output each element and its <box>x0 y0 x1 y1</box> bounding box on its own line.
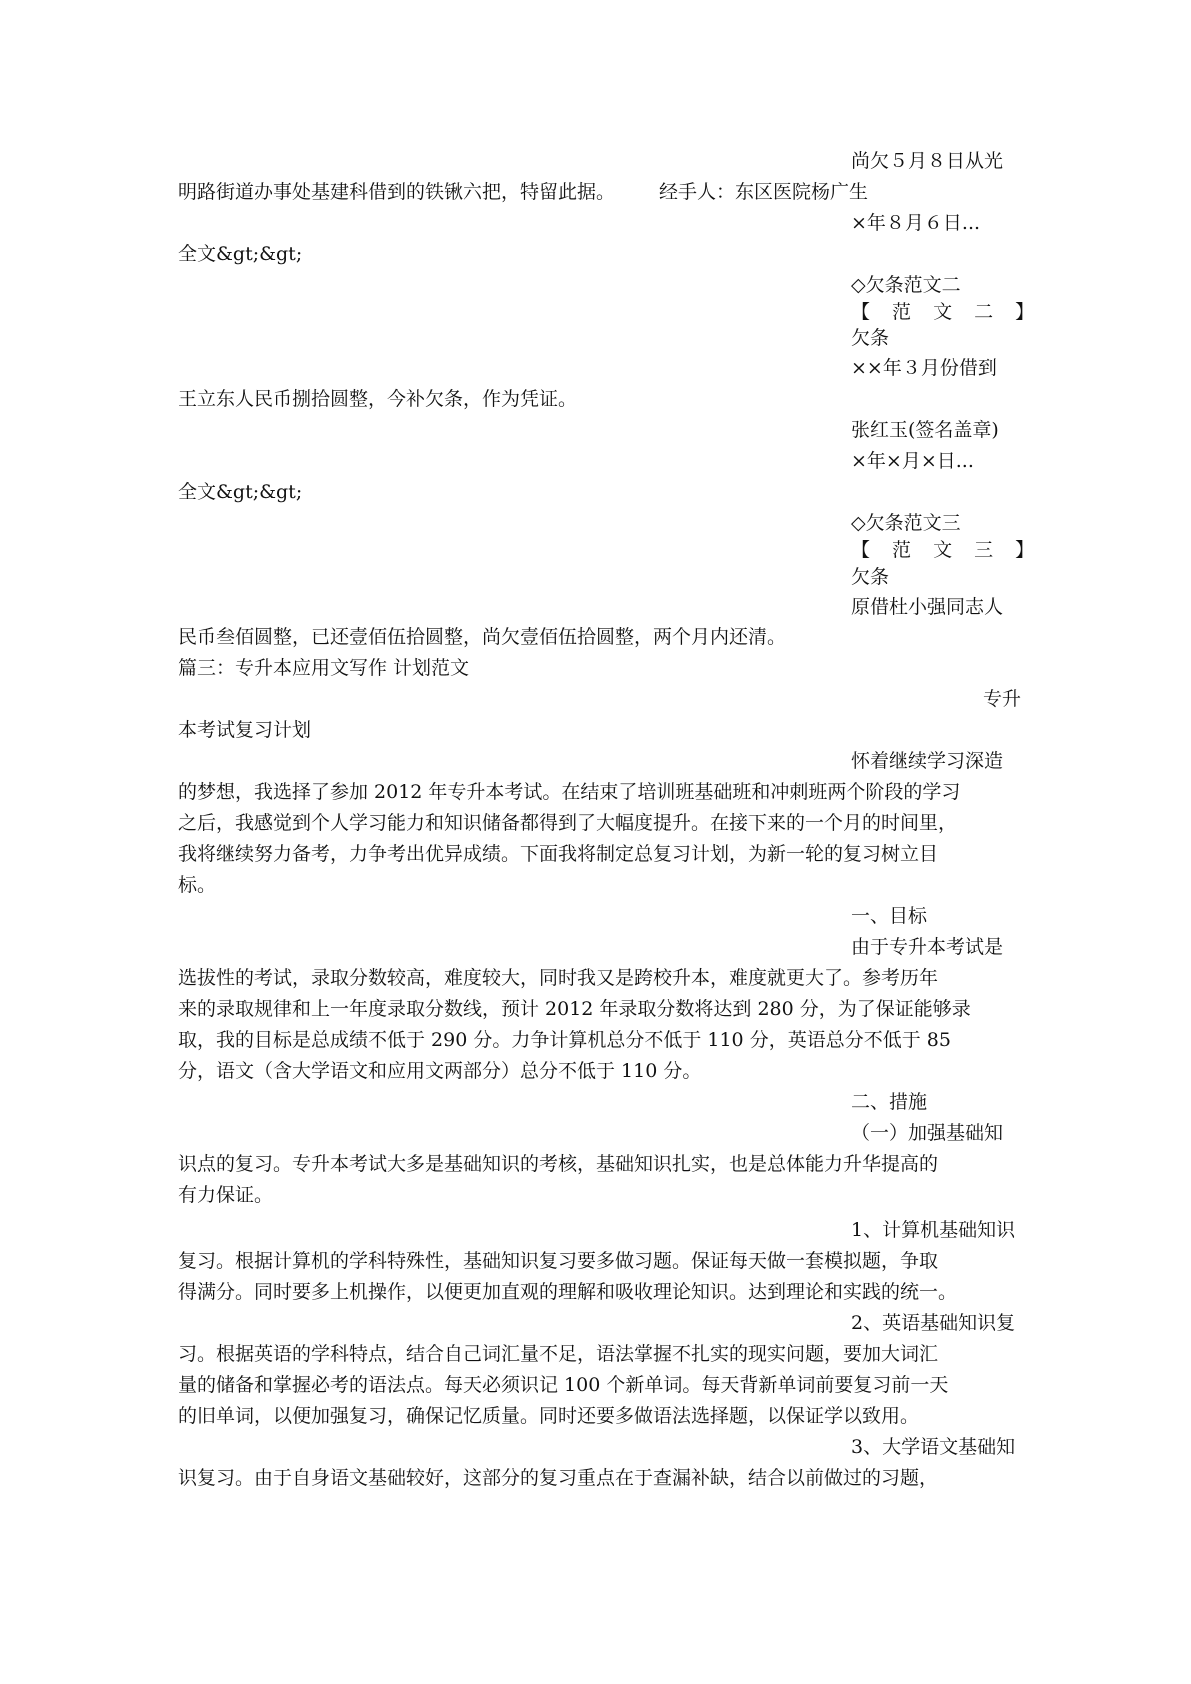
text-line: 尚欠５月８日从光 <box>851 150 1004 172</box>
text-line <box>178 177 1018 207</box>
text-line: 识点的复习。专升本考试大多是基础知识的考核，基础知识扎实，也是总体能力升华提高的 <box>178 1153 939 1175</box>
text-line: 的梦想，我选择了参加 2012 年专升本考试。在结束了培训班基础班和冲刺班两个阶段的学习 <box>178 781 961 803</box>
text-line: 的旧单词，以便加强复习，确保记忆质量。同时还要多做语法选择题，以保证学以致用。 <box>178 1405 920 1427</box>
text-line: 民币叁佰圆整，已还壹佰伍拾圆整，尚欠壹佰伍拾圆整，两个月内还清。 <box>178 626 787 648</box>
handler-signature: 经手人：东区医院杨广生 <box>659 181 869 203</box>
text-line: 欠条 <box>851 566 890 588</box>
text-line: 来的录取规律和上一年度录取分数线，预计 2012 年录取分数将达到 280 分，为了保证能够录 <box>178 998 971 1020</box>
text-span: 明路街道办事处基建科借到的铁锹六把，特留此据。 <box>178 181 616 203</box>
sample-title: 【 范 文 二 】 <box>851 301 1043 323</box>
text-line: 由于专升本考试是 <box>851 936 1004 958</box>
section-heading: 一、目标 <box>851 905 928 927</box>
text-line: 量的储备和掌握必考的语法点。每天必须识记 100 个新单词。每天背新单词前要复习前一天 <box>178 1374 949 1396</box>
text-line: 我将继续努力备考，力争考出优异成绩。下面我将制定总复习计划，为新一轮的复习树立目 <box>178 843 939 865</box>
text-line: 王立东人民币捌拾圆整，今补欠条，作为凭证。 <box>178 388 578 410</box>
section-heading: 二、措施 <box>851 1091 928 1113</box>
text-line: 识复习。由于自身语文基础较好，这部分的复习重点在于查漏补缺，结合以前做过的习题， <box>178 1467 939 1489</box>
section-heading: ◇欠条范文二 <box>851 274 961 296</box>
text-line: 得满分。同时要多上机操作，以便更加直观的理解和吸收理论知识。达到理论和实践的统一。 <box>178 1281 958 1303</box>
text-line: 专升 <box>982 688 1021 710</box>
full-text-link[interactable]: 全文&gt;&gt; <box>178 481 303 503</box>
subsection-heading: 2、英语基础知识复 <box>851 1312 1016 1334</box>
sample-title: 【 范 文 三 】 <box>851 539 1043 561</box>
subsection-heading: 3、大学语文基础知 <box>851 1436 1016 1458</box>
text-line: 欠条 <box>851 327 890 349</box>
subsection-heading: （一）加强基础知 <box>851 1122 1004 1144</box>
section-heading: ◇欠条范文三 <box>851 512 961 534</box>
article-heading: 篇三：专升本应用文写作 计划范文 <box>178 657 470 679</box>
text-line: ×年×月×日... <box>851 450 974 472</box>
text-line: 习。根据英语的学科特点，结合自己词汇量不足，语法掌握不扎实的现实问题，要加大词汇 <box>178 1343 939 1365</box>
text-line: ×年８月６日... <box>851 212 981 234</box>
text-line: 复习。根据计算机的学科特殊性，基础知识复习要多做习题。保证每天做一套模拟题，争取 <box>178 1250 939 1272</box>
text-line: 怀着继续学习深造 <box>851 750 1004 772</box>
text-line: 原借杜小强同志人 <box>851 596 1004 618</box>
text-line: 有力保证。 <box>178 1184 274 1206</box>
text-line: 本考试复习计划 <box>178 719 312 741</box>
text-line: 标。 <box>178 874 217 896</box>
signature-line: 张红玉(签名盖章) <box>851 419 999 441</box>
text-line: 选拔性的考试，录取分数较高，难度较大，同时我又是跨校升本，难度就更大了。参考历年 <box>178 967 939 989</box>
subsection-heading: 1、计算机基础知识 <box>851 1219 1016 1241</box>
full-text-link[interactable]: 全文&gt;&gt; <box>178 243 303 265</box>
text-line: 之后，我感觉到个人学习能力和知识储备都得到了大幅度提升。在接下来的一个月的时间里， <box>178 812 958 834</box>
text-line: 分，语文（含大学语文和应用文两部分）总分不低于 110 分。 <box>178 1060 702 1082</box>
text-line: 取，我的目标是总成绩不低于 290 分。力争计算机总分不低于 110 分，英语总分不低于 85 <box>178 1029 951 1051</box>
text-line: ××年３月份借到 <box>851 357 997 379</box>
